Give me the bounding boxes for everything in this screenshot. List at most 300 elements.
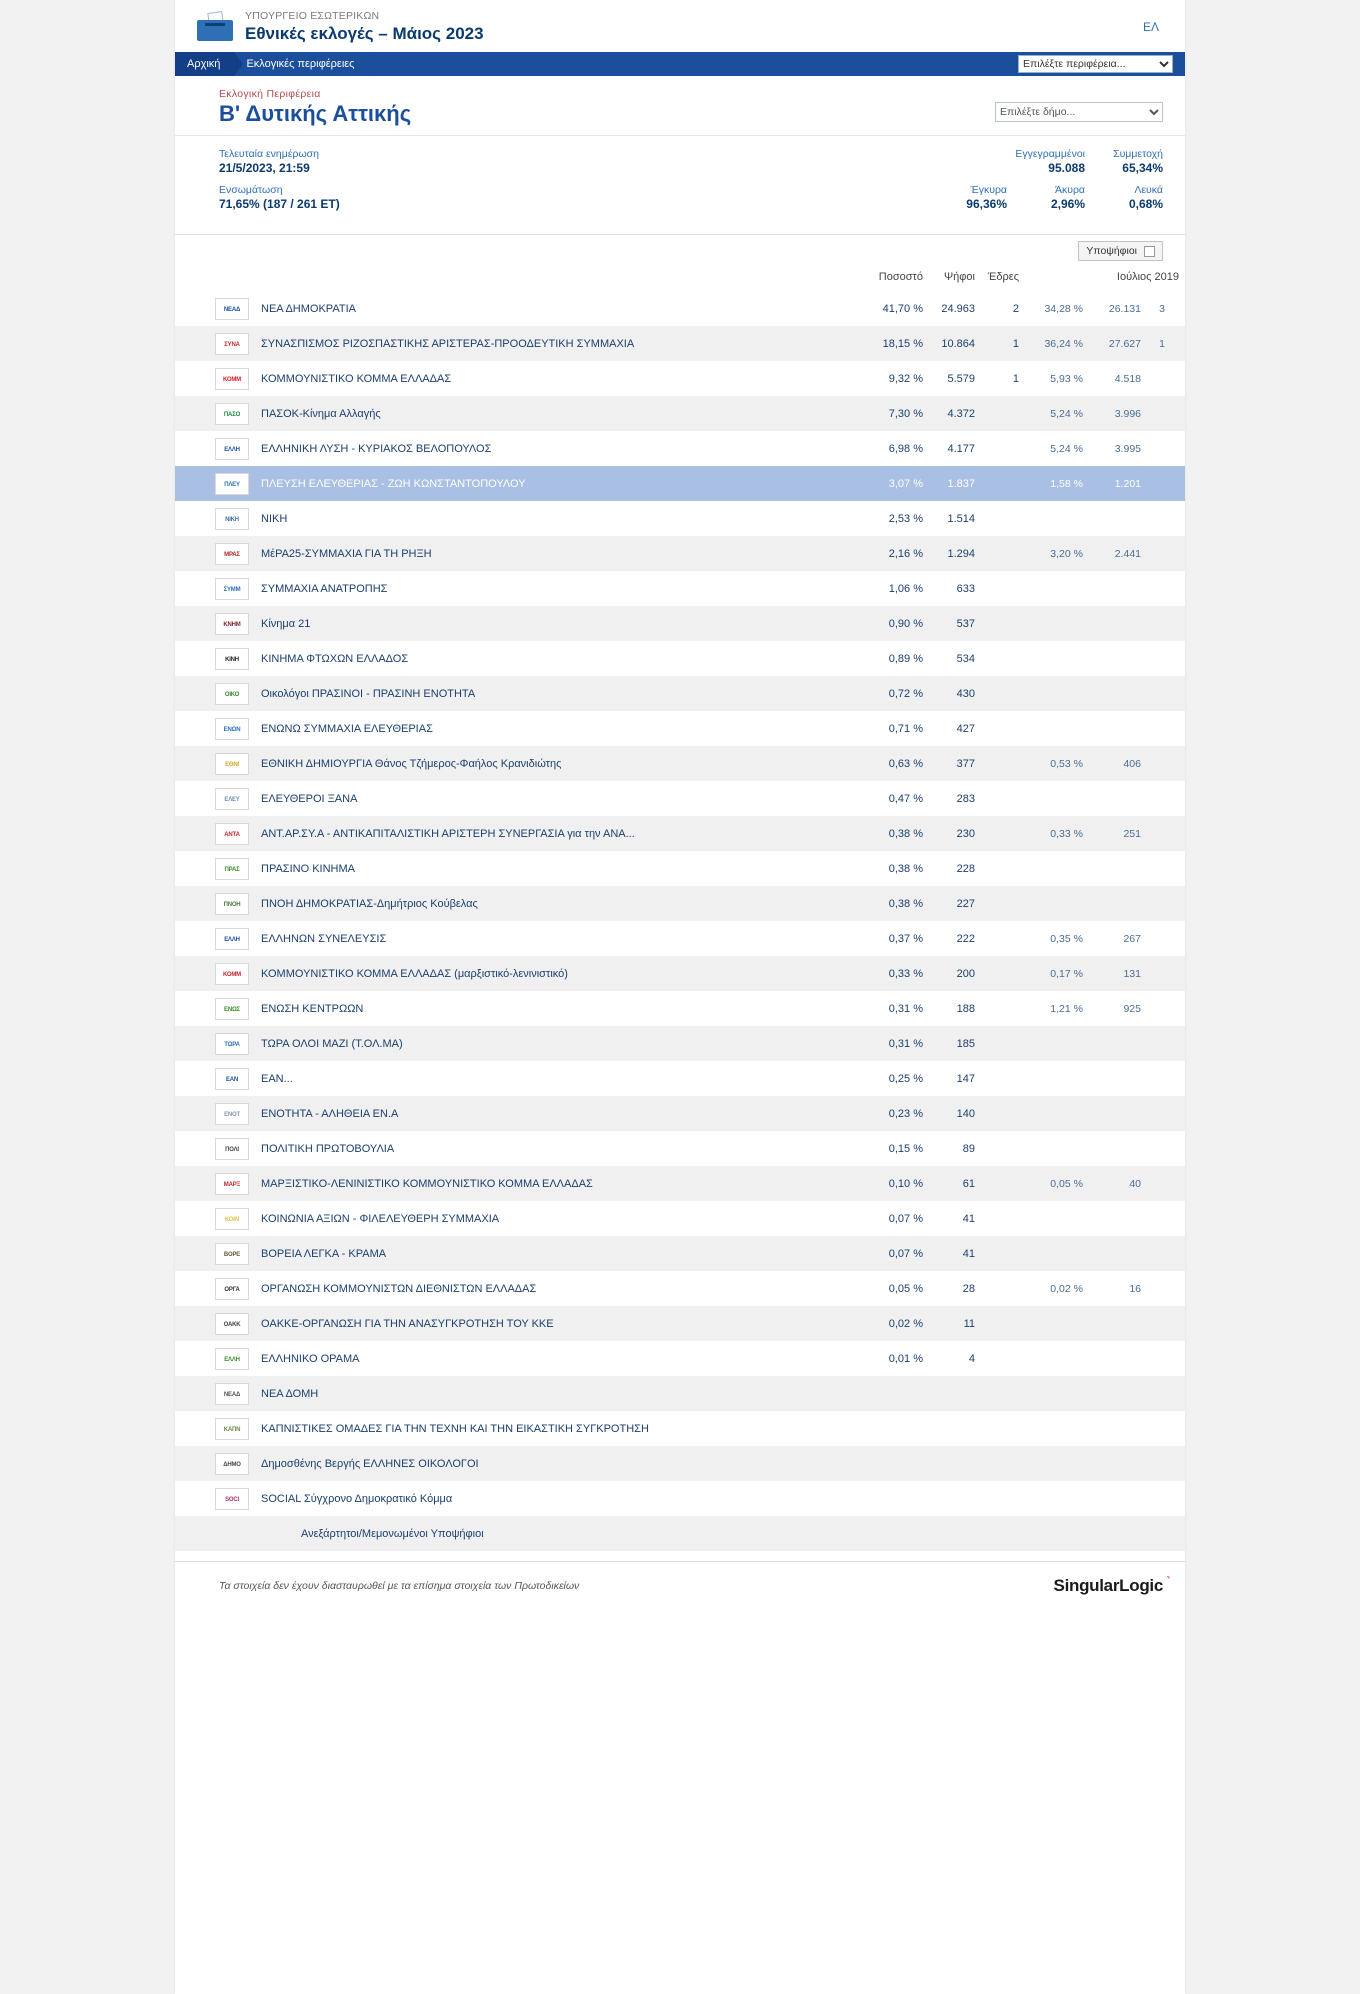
table-row[interactable] — [175, 431, 1185, 466]
party-seats — [981, 886, 1025, 921]
elliniki-lysi-logo: ΕΛΛΗ — [215, 438, 249, 460]
party-prev-percent — [1025, 1061, 1089, 1096]
party-logo-cell — [175, 1026, 255, 1061]
party-votes: 227 — [956, 897, 975, 910]
col-votes: Ψήφοι — [943, 271, 975, 283]
party-prev-percent — [1025, 851, 1089, 886]
results-tbody — [175, 291, 1185, 1551]
party-name: Κίνημα 21 — [261, 617, 311, 630]
ministry-label: ΥΠΟΥΡΓΕΙΟ ΕΣΩΤΕΡΙΚΩΝ — [245, 10, 380, 22]
party-prev-percent — [1025, 781, 1089, 816]
party-prev-percent — [1025, 501, 1089, 536]
breadcrumb-regions[interactable]: Εκλογικές περιφέρειες — [234, 52, 368, 76]
party-votes — [929, 1446, 981, 1481]
party-prev-percent — [1025, 571, 1089, 606]
party-percent: 9,32 % — [888, 372, 923, 385]
party-votes: 228 — [956, 862, 975, 875]
table-row[interactable] — [175, 396, 1185, 431]
pasok-logo: ΠΑΣΟ — [215, 403, 249, 425]
nd-logo: ΝΕΑΔ — [215, 298, 249, 320]
party-percent: 7,30 % — [888, 407, 923, 420]
party-percent: 41,70 % — [882, 302, 923, 315]
party-prev-votes: 16 — [1129, 1282, 1141, 1295]
party-logo-cell — [175, 1306, 255, 1341]
party-name: SOCIAL Σύγχρονο Δημοκρατικό Κόμμα — [261, 1492, 453, 1505]
party-votes: 427 — [956, 722, 975, 735]
party-prev-seats — [1147, 1411, 1185, 1446]
party-logo-cell — [175, 1446, 255, 1481]
party-seats — [981, 1341, 1025, 1376]
party-seats — [981, 431, 1025, 466]
party-logo-cell — [175, 956, 255, 991]
party-prev-seats — [1147, 1026, 1185, 1061]
party-logo-cell — [175, 431, 255, 466]
party-logo-cell — [175, 1236, 255, 1271]
party-votes: 5.579 — [947, 372, 975, 385]
stat-blank-value: 0,68% — [1128, 197, 1163, 211]
party-logo-cell — [175, 1376, 255, 1411]
table-row[interactable] — [175, 1026, 1185, 1061]
table-row[interactable] — [175, 851, 1185, 886]
stat-valid-value: 96,36% — [966, 197, 1007, 211]
party-prev-seats — [1147, 431, 1185, 466]
party-prev-seats — [1147, 746, 1185, 781]
party-seats — [981, 536, 1025, 571]
breadcrumb-home[interactable]: Αρχική — [175, 52, 234, 76]
stat-turnout-label: Συμμετοχή — [1113, 148, 1163, 160]
col-party — [255, 267, 867, 291]
table-row[interactable] — [175, 886, 1185, 921]
party-prev-seats — [1147, 781, 1185, 816]
table-row[interactable] — [175, 1131, 1185, 1166]
party-prev-seats — [1147, 991, 1185, 1026]
party-prev-votes: 26.131 — [1108, 302, 1141, 315]
language-switcher[interactable]: ΕΛ — [1142, 20, 1159, 34]
party-logo-cell — [175, 1341, 255, 1376]
party-votes — [929, 1481, 981, 1516]
party-logo-cell — [175, 466, 255, 501]
okde-logo: ΟΡΓΑ — [215, 1278, 249, 1300]
table-row[interactable] — [175, 1341, 1185, 1376]
stat-invalid-value: 2,96% — [1050, 197, 1085, 211]
party-prev-percent — [1025, 1096, 1089, 1131]
table-row[interactable] — [175, 641, 1185, 676]
party-prev-seats — [1147, 956, 1185, 991]
table-row[interactable] — [175, 501, 1185, 536]
party-logo-cell — [175, 1481, 255, 1516]
municipality-select[interactable] — [995, 102, 1163, 122]
party-name: ΣΥΜΜΑΧΙΑ ΑΝΑΤΡΟΠΗΣ — [261, 582, 388, 595]
table-row[interactable] — [175, 1061, 1185, 1096]
party-percent: 0,71 % — [888, 722, 923, 735]
table-row[interactable] — [175, 1201, 1185, 1236]
party-logo-cell — [175, 921, 255, 956]
party-percent: 2,53 % — [888, 512, 923, 525]
party-votes: 222 — [956, 932, 975, 945]
party-prev-votes: 27.627 — [1108, 337, 1141, 350]
party-votes: 200 — [956, 967, 975, 980]
party-name: ΕΛΕΥΘΕΡΟΙ ΞΑΝΑ — [261, 792, 358, 805]
party-prev-votes — [1089, 1061, 1147, 1096]
party-prev-seats — [1147, 571, 1185, 606]
party-prev-seats — [1147, 1376, 1185, 1411]
party-prev-percent: 5,24 % — [1050, 407, 1083, 420]
party-prev-votes: 1.201 — [1114, 477, 1141, 490]
party-seats — [981, 466, 1025, 501]
party-name: ΕΝΩΣΗ ΚΕΝΤΡΩΩΝ — [261, 1002, 364, 1015]
party-percent: 0,23 % — [888, 1107, 923, 1120]
party-seats — [981, 711, 1025, 746]
party-name: ΝΕΑ ΔΟΜΗ — [261, 1387, 319, 1400]
party-prev-votes: 3.995 — [1114, 442, 1141, 455]
party-prev-percent: 0,35 % — [1050, 932, 1083, 945]
party-prev-seats — [1147, 886, 1185, 921]
party-percent: 18,15 % — [882, 337, 923, 350]
stats-right — [929, 148, 1163, 220]
kke-logo: ΚΟΜΜ — [215, 368, 249, 390]
party-prev-seats — [1147, 466, 1185, 501]
party-name: ΠΑΣΟΚ-Κίνημα Αλλαγής — [261, 407, 381, 420]
party-prev-votes — [1089, 501, 1147, 536]
col-percent: Ποσοστό — [878, 271, 923, 283]
party-prev-percent: 1,21 % — [1050, 1002, 1083, 1015]
party-logo-cell — [175, 1131, 255, 1166]
party-prev-seats — [1147, 1446, 1185, 1481]
party-prev-seats — [1147, 396, 1185, 431]
party-prev-votes — [1089, 1481, 1147, 1516]
stat-incorporation — [219, 184, 929, 211]
col-logo — [175, 267, 255, 291]
party-prev-votes — [1089, 886, 1147, 921]
table-row[interactable] — [175, 1516, 1185, 1551]
party-logo-cell — [175, 571, 255, 606]
party-prev-votes — [1089, 1376, 1147, 1411]
table-row[interactable] — [175, 1446, 1185, 1481]
party-prev-seats — [1147, 1481, 1185, 1516]
party-prev-votes — [1089, 781, 1147, 816]
party-seats — [981, 1096, 1025, 1131]
party-seats — [981, 1481, 1025, 1516]
party-prev-percent — [1025, 886, 1089, 921]
party-seats: 2 — [1012, 302, 1019, 315]
party-percent: 0,07 % — [888, 1212, 923, 1225]
table-row[interactable] — [175, 1271, 1185, 1306]
party-prev-seats — [1147, 1166, 1185, 1201]
party-seats — [981, 1061, 1025, 1096]
party-logo-cell — [175, 991, 255, 1026]
footer-note: Τα στοιχεία δεν έχουν διασταυρωθεί με τα επίσημα στοιχεία των Πρωτοδικείων — [219, 1580, 580, 1592]
party-percent: 0,38 % — [888, 897, 923, 910]
party-name: ΟΡΓΑΝΩΣΗ ΚΟΜΜΟΥΝΙΣΤΩΝ ΔΙΕΘΝΙΣΤΩΝ ΕΛΛΑΔΑΣ — [261, 1282, 537, 1295]
party-name: ΣΥΝΑΣΠΙΣΜΟΣ ΡΙΖΟΣΠΑΣΤΙΚΗΣ ΑΡΙΣΤΕΡΑΣ-ΠΡΟΟΔΕΥΤΙΚΗ ΣΥΜΜΑΧΙΑ — [261, 337, 635, 350]
party-name: Ανεξάρτητοι/Μεμονωμένοι Υποψήφιοι — [301, 1527, 484, 1540]
party-logo-cell — [175, 641, 255, 676]
party-name: ΚΑΠΝΙΣΤΙΚΕΣ ΟΜΑΔΕΣ ΓΙΑ ΤΗΝ ΤΕΧΝΗ ΚΑΙ ΤΗΝ ΕΙΚΑΣΤΙΚΗ ΣΥΓΚΡΟΤΗΣΗ — [261, 1422, 649, 1435]
party-prev-seats — [1147, 676, 1185, 711]
table-row[interactable] — [175, 921, 1185, 956]
party-prev-votes: 925 — [1123, 1002, 1141, 1015]
region-header — [175, 76, 1185, 136]
oikologoi-prasinoi-logo: ΟΙΚΟ — [215, 683, 249, 705]
party-prev-percent: 0,33 % — [1050, 827, 1083, 840]
party-prev-percent — [1025, 1376, 1089, 1411]
party-percent: 0,05 % — [888, 1282, 923, 1295]
party-seats — [981, 956, 1025, 991]
party-prev-votes: 4.518 — [1114, 372, 1141, 385]
table-row[interactable] — [175, 956, 1185, 991]
logo-text-first: Singular — [1053, 1576, 1120, 1595]
table-row[interactable] — [175, 571, 1185, 606]
party-votes: 377 — [956, 757, 975, 770]
party-logo-cell — [175, 1271, 255, 1306]
stats-panel — [175, 136, 1185, 235]
party-seats — [981, 851, 1025, 886]
candidates-toggle-bar — [175, 235, 1185, 267]
party-name: ΕΛΛΗΝΙΚΟ ΟΡΑΜΑ — [261, 1352, 360, 1365]
stat-invalid — [1007, 184, 1085, 211]
table-row[interactable] — [175, 991, 1185, 1026]
antarsya-logo: ΑΝΤΑ — [215, 823, 249, 845]
stat-valid-label: Έγκυρα — [970, 184, 1007, 196]
ml-kke-logo: ΜΑΡΞ — [215, 1173, 249, 1195]
party-seats — [981, 1271, 1025, 1306]
party-prev-seats — [1147, 1341, 1185, 1376]
niki-logo: ΝΙΚΗ — [215, 508, 249, 530]
party-name: ΚΟΙΝΩΝΙΑ ΑΞΙΩΝ - ΦΙΛΕΛΕΥΘΕΡΗ ΣΥΜΜΑΧΙΑ — [261, 1212, 500, 1225]
party-seats — [981, 921, 1025, 956]
page-footer — [175, 1561, 1185, 1614]
party-votes: 140 — [956, 1107, 975, 1120]
table-row[interactable] — [175, 606, 1185, 641]
results-header-row — [175, 267, 1185, 291]
party-percent: 0,15 % — [888, 1142, 923, 1155]
breadcrumb-nav — [175, 52, 1185, 76]
party-seats — [981, 1306, 1025, 1341]
party-prev-seats — [1147, 851, 1185, 886]
table-row[interactable] — [175, 326, 1185, 361]
party-name: ΠΡΑΣΙΝΟ ΚΙΝΗΜΑ — [261, 862, 355, 875]
party-prev-seats — [1147, 1096, 1185, 1131]
party-name: ΝΕΑ ΔΗΜΟΚΡΑΤΙΑ — [261, 302, 356, 315]
stat-turnout-value: 65,34% — [1122, 161, 1163, 175]
party-name: ΕΑΝ... — [261, 1072, 293, 1085]
party-seats — [981, 501, 1025, 536]
party-prev-votes — [1089, 606, 1147, 641]
party-seats — [981, 1446, 1025, 1481]
party-votes: 4.177 — [947, 442, 975, 455]
party-percent — [867, 1481, 929, 1516]
party-prev-votes — [1089, 1096, 1147, 1131]
party-name: ΜΑΡΞΙΣΤΙΚΟ-ΛΕΝΙΝΙΣΤΙΚΟ ΚΟΜΜΟΥΝΙΣΤΙΚΟ ΚΟΜΜΑ ΕΛΛΑΔΑΣ — [261, 1177, 593, 1190]
party-logo-cell — [175, 606, 255, 641]
stats-row-bottom — [929, 184, 1163, 211]
ethniki-dimiourgia-logo: ΕΘΝΙ — [215, 753, 249, 775]
table-row[interactable] — [175, 291, 1185, 326]
party-name: ΕΘΝΙΚΗ ΔΗΜΙΟΥΡΓΙΑ Θάνος Τζήμερος-Φαήλος Κρανιδιώτης — [261, 757, 562, 770]
symmaxia-anatropis-logo: ΣΥΜΜ — [215, 578, 249, 600]
party-percent: 0,31 % — [888, 1037, 923, 1050]
party-percent: 0,47 % — [888, 792, 923, 805]
candidates-toggle[interactable] — [1078, 241, 1163, 261]
region-select[interactable] — [1018, 55, 1173, 73]
party-prev-seats — [1147, 1061, 1185, 1096]
social-logo: SOCI — [215, 1488, 249, 1510]
table-row[interactable] — [175, 1096, 1185, 1131]
kinima21-logo: ΚΝΗΜ — [215, 613, 249, 635]
party-votes: 147 — [956, 1072, 975, 1085]
table-row[interactable] — [175, 536, 1185, 571]
party-seats — [981, 1026, 1025, 1061]
party-prev-percent — [1025, 1131, 1089, 1166]
stat-registered-value: 95.088 — [1048, 161, 1085, 175]
party-name: ΒΟΡΕΙΑ ΛΕΓΚΑ - ΚΡΑΜΑ — [261, 1247, 387, 1260]
table-row[interactable] — [175, 361, 1185, 396]
stat-blank-label: Λευκά — [1134, 184, 1163, 196]
party-seats — [981, 571, 1025, 606]
table-row[interactable] — [175, 1236, 1185, 1271]
voreia-legka-logo: ΒΟΡΕ — [215, 1243, 249, 1265]
party-votes: 61 — [962, 1177, 975, 1190]
party-percent — [867, 1516, 929, 1551]
party-percent: 0,63 % — [888, 757, 923, 770]
region-name: Β' Δυτικής Αττικής — [219, 101, 412, 126]
party-prev-percent: 0,02 % — [1050, 1282, 1083, 1295]
party-votes: 1.514 — [947, 512, 975, 525]
party-votes: 28 — [962, 1282, 975, 1295]
region-kicker: Εκλογική Περιφέρεια — [219, 88, 321, 100]
party-prev-votes — [1089, 1306, 1147, 1341]
party-name: ΠΝΟΗ ΔΗΜΟΚΡΑΤΙΑΣ-Δημήτριος Κούβελας — [261, 897, 478, 910]
table-row[interactable] — [175, 1411, 1185, 1446]
enotita-alitheia-logo: ΕΝΟΤ — [215, 1103, 249, 1125]
kinima-ftoxon-logo: ΚΙΝΗ — [215, 648, 249, 670]
table-row[interactable] — [175, 711, 1185, 746]
party-votes — [929, 1376, 981, 1411]
party-votes: 41 — [962, 1247, 975, 1260]
party-logo-cell — [175, 326, 255, 361]
party-name: ΑΝΤ.ΑΡ.ΣΥ.Α - ΑΝΤΙΚΑΠΙΤΑΛΙΣΤΙΚΗ ΑΡΙΣΤΕΡΗ ΣΥΝΕΡΓΑΣΙΑ για την ΑΝΑ... — [261, 827, 635, 840]
table-row[interactable] — [175, 1166, 1185, 1201]
table-row[interactable] — [175, 1376, 1185, 1411]
party-prev-seats — [1147, 1516, 1185, 1551]
results-thead — [175, 267, 1185, 291]
party-prev-percent: 5,93 % — [1050, 372, 1083, 385]
ean-logo: ΕΑΝ — [215, 1068, 249, 1090]
party-prev-seats — [1147, 641, 1185, 676]
party-prev-seats — [1147, 1306, 1185, 1341]
party-percent: 0,89 % — [888, 652, 923, 665]
results-table — [175, 267, 1185, 1551]
party-prev-votes — [1089, 1411, 1147, 1446]
table-row[interactable] — [175, 676, 1185, 711]
logo-tick-icon: ˺ — [1165, 1574, 1170, 1589]
party-name: ΠΛΕΥΣΗ ΕΛΕΥΘΕΡΙΑΣ - ΖΩΗ ΚΩΝΣΤΑΝΤΟΠΟΥΛΟΥ — [261, 477, 526, 490]
kke-ml-logo: ΚΟΜΜ — [215, 963, 249, 985]
party-prev-votes: 131 — [1123, 967, 1141, 980]
party-percent: 0,90 % — [888, 617, 923, 630]
party-prev-percent: 3,20 % — [1050, 547, 1083, 560]
table-row[interactable] — [175, 746, 1185, 781]
mera25-logo: ΜΡΑΣ — [215, 543, 249, 565]
stat-incorporation-value: 71,65% (187 / 261 ΕΤ) — [219, 197, 340, 211]
party-seats — [981, 676, 1025, 711]
party-percent: 2,16 % — [888, 547, 923, 560]
singularlogic-logo — [1053, 1574, 1170, 1596]
party-percent: 0,72 % — [888, 687, 923, 700]
party-logo-cell — [175, 1061, 255, 1096]
party-percent — [867, 1411, 929, 1446]
table-row[interactable] — [175, 1306, 1185, 1341]
party-seats — [981, 781, 1025, 816]
party-prev-percent: 0,05 % — [1050, 1177, 1083, 1190]
table-row[interactable] — [175, 816, 1185, 851]
party-percent: 0,10 % — [888, 1177, 923, 1190]
party-prev-seats — [1147, 1201, 1185, 1236]
party-votes: 4.372 — [947, 407, 975, 420]
stat-incorporation-label: Ενσωμάτωση — [219, 184, 283, 196]
stats-row-top — [929, 148, 1163, 175]
party-percent — [867, 1376, 929, 1411]
checkbox-icon[interactable] — [1144, 246, 1155, 257]
table-row[interactable] — [175, 781, 1185, 816]
table-row[interactable] — [175, 466, 1185, 501]
party-seats — [981, 746, 1025, 781]
tolma-logo: ΤΩΡΑ — [215, 1033, 249, 1055]
politiki-protovoulia-logo: ΠΟΛΙ — [215, 1138, 249, 1160]
col-seats: Έδρες — [987, 271, 1019, 283]
party-seats — [981, 606, 1025, 641]
party-prev-percent — [1025, 1236, 1089, 1271]
party-logo-cell — [175, 1201, 255, 1236]
party-prev-votes — [1089, 1026, 1147, 1061]
header-titles — [245, 10, 484, 44]
party-name: ΠΟΛΙΤΙΚΗ ΠΡΩΤΟΒΟΥΛΙΑ — [261, 1142, 395, 1155]
party-prev-votes — [1089, 641, 1147, 676]
stat-last-update-value: 21/5/2023, 21:59 — [219, 161, 310, 175]
col-previous-election: Ιούλιος 2019 — [1116, 271, 1179, 283]
app-header — [175, 0, 1185, 52]
party-prev-percent — [1025, 1411, 1089, 1446]
party-votes: 1.294 — [947, 547, 975, 560]
party-percent: 0,02 % — [888, 1317, 923, 1330]
enono-logo: ΕΝΩΝ — [215, 718, 249, 740]
party-prev-votes — [1089, 676, 1147, 711]
party-logo-cell — [175, 536, 255, 571]
party-prev-seats — [1147, 711, 1185, 746]
candidates-toggle-label: Υποψήφιοι — [1086, 245, 1137, 257]
party-votes: 534 — [956, 652, 975, 665]
table-row[interactable] — [175, 1481, 1185, 1516]
party-logo-cell — [175, 851, 255, 886]
party-seats — [981, 1376, 1025, 1411]
party-percent: 3,07 % — [888, 477, 923, 490]
stat-last-update-label: Τελευταία ενημέρωση — [219, 148, 319, 160]
party-percent: 0,07 % — [888, 1247, 923, 1260]
party-prev-percent — [1025, 1201, 1089, 1236]
party-prev-percent: 5,24 % — [1050, 442, 1083, 455]
party-seats — [981, 1201, 1025, 1236]
party-prev-votes — [1089, 851, 1147, 886]
party-seats: 1 — [1012, 337, 1019, 350]
party-logo-cell — [175, 816, 255, 851]
party-prev-percent — [1025, 1446, 1089, 1481]
party-percent: 0,01 % — [888, 1352, 923, 1365]
party-percent: 0,25 % — [888, 1072, 923, 1085]
party-prev-percent — [1025, 1306, 1089, 1341]
party-prev-percent: 0,17 % — [1050, 967, 1083, 980]
party-prev-seats — [1147, 606, 1185, 641]
party-percent: 1,06 % — [888, 582, 923, 595]
